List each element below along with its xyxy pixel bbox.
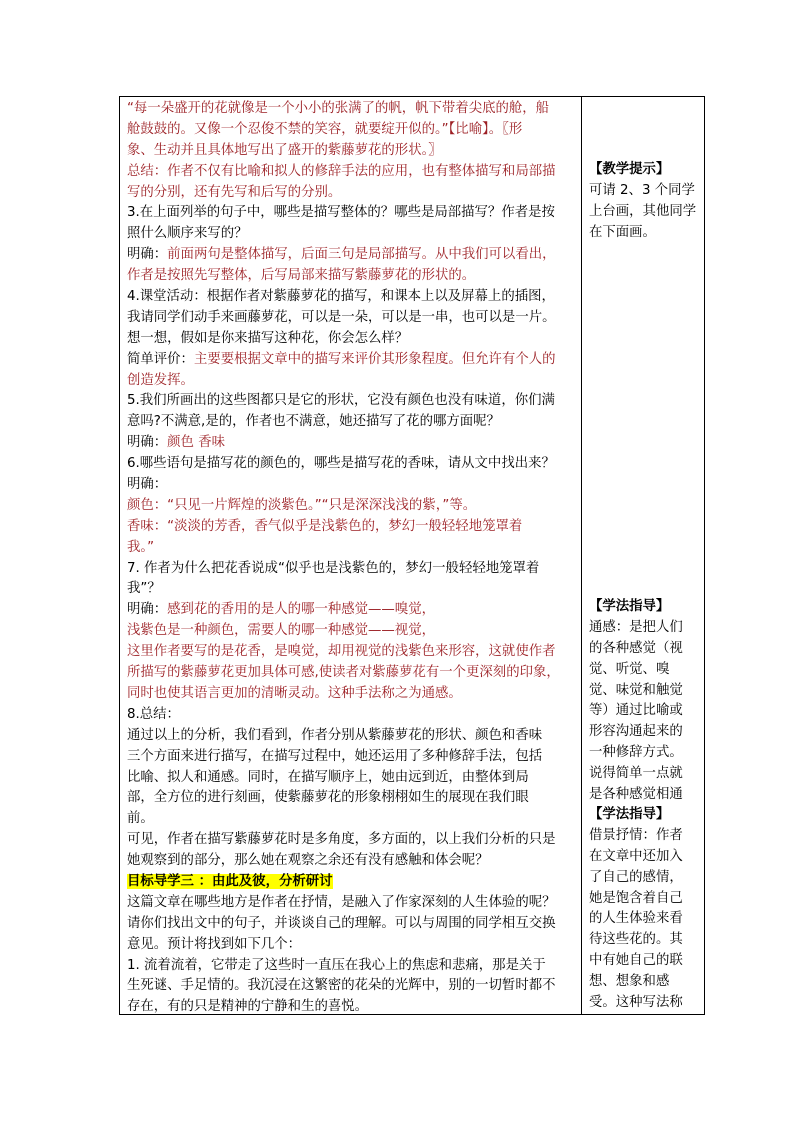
- text-span: 她观察到的部分，那么她在观察之余还有没有感触和体会呢？: [127, 853, 489, 869]
- text-line: [127, 726, 577, 747]
- text-line: [127, 976, 577, 997]
- text-line: [127, 935, 577, 956]
- text-line: [127, 203, 577, 224]
- note-line: 觉、听觉、嗅: [589, 661, 670, 677]
- note-heading: 【学法指导】: [589, 807, 670, 822]
- text-span: 作者是按照先写整体，后写局部来描写紫藤萝花的形状的。: [127, 268, 476, 284]
- text-line: [127, 433, 577, 454]
- text-line: [127, 475, 577, 496]
- text-line: [127, 559, 577, 580]
- text-span: 生死谜、手足情的。我沉浸在这繁密的花朵的光辉中，别的一切暂时都不: [127, 978, 556, 994]
- note-line: 待这些花的。其: [589, 932, 683, 948]
- text-span: 意吗?不满意,是的，作者也不满意，她还描写了花的哪方面呢？: [127, 414, 500, 430]
- text-span: 通过以上的分析，我们看到，作者分别从紫藤萝花的形状、颜色和香味: [127, 727, 543, 743]
- text-line: [127, 308, 577, 329]
- text-span: 象、生动并且具体地写出了盛开的紫藤萝花的形状。〗: [127, 142, 442, 158]
- text-line: [127, 162, 577, 183]
- text-line: [127, 287, 577, 308]
- text-line: [127, 788, 577, 809]
- text-span: 所描写的紫藤萝花更加具体可感,使读者对紫藤萝花有一个更深刻的印象，: [127, 665, 560, 681]
- text-span: 5.我们所画出的这些图都只是它的形状，它没有颜色也没有味道，你们满: [127, 393, 555, 409]
- text-line: [127, 99, 577, 120]
- text-span: 这篇文章在哪些地方是作者在抒情，是融入了作家深刻的人生体验的呢？: [127, 894, 556, 910]
- text-span: 简单评价：: [127, 351, 194, 367]
- text-line: [127, 391, 577, 412]
- text-line: [127, 642, 577, 663]
- text-line: [127, 371, 577, 392]
- text-span: 总结：作者不仅有比喻和拟人的修辞手法的应用，也有整体描写和局部描: [127, 163, 556, 179]
- text-line: [127, 768, 577, 789]
- note-heading: 【学法指导】: [589, 599, 670, 614]
- text-line: [127, 705, 577, 726]
- note-line: 想、想象和感: [589, 974, 670, 990]
- text-span: 比喻、拟人和通感。同时，在描写顺序上，她由远到近，由整体到局: [127, 769, 529, 785]
- note-heading: 【教学提示】: [589, 162, 670, 177]
- text-span: 7. 作者为什么把花香说成“似乎也是浅紫色的，梦幻一般轻轻地笼罩着: [127, 560, 540, 576]
- study-method-note-synesthesia: [589, 597, 702, 806]
- text-span: 1. 流着流着，它带走了这些时一直压在我心上的焦虑和悲痛，那是关于: [127, 957, 546, 973]
- text-span: 部，全方位的进行刻画，使紫藤萝花的形象栩栩如生的展现在我们眼: [127, 790, 529, 806]
- note-line: 她是饱含着自己: [589, 890, 683, 906]
- text-span: 颜色：“只见一片辉煌的淡紫色。”“只是深深浅浅的紫，”等。: [127, 497, 477, 513]
- text-span: 我。”: [127, 539, 155, 555]
- note-line: 受。这种写法称: [589, 995, 683, 1011]
- text-span: 三个方面来进行描写，在描写过程中，她还运用了多种修辞手法，包括: [127, 748, 543, 764]
- note-line: 说得简单一点就: [589, 766, 683, 782]
- text-line: [127, 809, 577, 830]
- text-span: 写的分别，还有先写和后写的分别。: [127, 184, 342, 200]
- note-line: 了自己的感情，: [589, 869, 683, 885]
- text-span: 照什么顺序来写的？: [127, 226, 248, 242]
- note-line: 中有她自己的联: [589, 953, 683, 969]
- text-span: 主要要根据文章中的描写来评价其形象程度。但允许有个人的: [193, 351, 556, 367]
- note-line: 的各种感觉（视: [589, 640, 683, 656]
- note-line: 借景抒情：作者: [589, 827, 683, 843]
- text-line: [127, 224, 577, 245]
- text-span: “每一朵盛开的花就像是一个小小的张满了的帆，帆下带着尖底的舱，船: [127, 101, 550, 116]
- text-line: [127, 454, 577, 475]
- text-line: [127, 141, 577, 162]
- text-line: [127, 183, 577, 204]
- text-span: 香味：“淡淡的芳香，香气似乎是浅紫色的，梦幻一般轻轻地笼罩着: [127, 518, 523, 534]
- text-span: 4.课堂活动：根据作者对紫藤萝花的描写，和课本上以及屏幕上的插图，: [127, 289, 555, 305]
- text-span: 想一想，假如是你来描写这种花，你会怎么样？: [127, 330, 409, 346]
- note-line: 在下面画。: [589, 224, 656, 240]
- text-line: [127, 914, 577, 935]
- text-span: 可见，作者在描写紫藤萝花时是多角度，多方面的，以上我们分析的只是: [127, 832, 556, 848]
- text-span: 明确：: [127, 435, 168, 451]
- text-line: [127, 517, 577, 538]
- text-line: [127, 851, 577, 872]
- text-line: [127, 120, 577, 141]
- study-method-note-lyric: [589, 805, 702, 1014]
- note-line: 上台画，其他同学: [589, 203, 697, 219]
- text-line: [127, 266, 577, 287]
- text-line: [127, 621, 577, 642]
- text-line: [127, 893, 577, 914]
- note-line: 等）通过比喻或: [589, 703, 683, 719]
- text-span: 前。: [127, 811, 154, 827]
- text-line: [127, 747, 577, 768]
- lesson-table: [119, 96, 705, 1015]
- text-span: 请你们找出文中的句子，并谈谈自己的理解。可以与周围的同学相互交换: [127, 915, 556, 931]
- text-span: 前面两句是整体描写，后面三句是局部描写。从中我们可以看出，: [167, 247, 556, 263]
- text-line: [127, 956, 577, 977]
- text-line: [127, 997, 577, 1018]
- text-span: 8.总结：: [127, 706, 180, 722]
- note-line: 的人生体验来看: [589, 911, 683, 927]
- text-span: 存在，有的只是精神的宁静和生的喜悦。: [127, 999, 369, 1015]
- text-line: [127, 350, 577, 371]
- text-span: 意见。预计将找到如下几个：: [127, 936, 302, 952]
- text-span: 明确：: [127, 602, 168, 618]
- note-line: 通感：是把人们: [589, 619, 683, 635]
- note-line: 可请 2、3 个同学: [589, 182, 695, 198]
- text-line: [127, 872, 577, 893]
- text-line: [127, 496, 577, 517]
- text-line: [127, 600, 577, 621]
- main-content-column: [127, 99, 577, 1018]
- teaching-tip-note: [589, 160, 702, 244]
- section-heading: 目标导学三 ：由此及彼，分析研讨: [127, 873, 333, 889]
- note-line: 在文章中还加入: [589, 848, 683, 864]
- text-line: [127, 684, 577, 705]
- text-span: 我请同学们动手来画藤萝花，可以是一朵，可以是一串，也可以是一片。: [127, 309, 556, 325]
- text-line: [127, 329, 577, 350]
- note-line: 形容沟通起来的: [589, 724, 683, 740]
- text-span: 感到花的香用的是人的哪一种感觉——嗅觉，: [167, 602, 435, 618]
- text-span: 这里作者要写的是花香，是嗅觉，却用视觉的浅紫色来形容，这就使作者: [127, 644, 556, 660]
- text-line: [127, 830, 577, 851]
- note-line: 是各种感觉相通: [589, 787, 683, 803]
- text-span: 浅紫色是一种颜色，需要人的哪一种感觉——视觉，: [127, 623, 435, 639]
- text-span: 6.哪些语句是描写花的颜色的，哪些是描写花的香味，请从文中找出来？: [127, 456, 555, 472]
- text-line: [127, 412, 577, 433]
- text-span: 舱鼓鼓的。又像一个忍俊不禁的笑容，就要绽开似的。”【比喻】。〖形: [127, 121, 523, 137]
- text-line: [127, 579, 577, 600]
- text-span: 同时也使其语言更加的清晰灵动。这种手法称之为通感。: [127, 685, 462, 701]
- text-line: [127, 245, 577, 266]
- text-span: 颜色 香味: [167, 435, 225, 451]
- text-span: 创造发挥。: [127, 372, 194, 388]
- column-divider: [581, 97, 582, 1014]
- note-line: 觉、味觉和触觉: [589, 682, 683, 698]
- text-span: 3.在上面列举的句子中，哪些是描写整体的？哪些是局部描写？作者是按: [127, 205, 555, 221]
- text-span: 明确：: [127, 247, 168, 263]
- text-line: [127, 663, 577, 684]
- text-span: 明确：: [127, 477, 168, 493]
- note-line: 一种修辞方式。: [589, 745, 683, 761]
- text-span: 我”？: [127, 581, 161, 597]
- text-line: [127, 538, 577, 559]
